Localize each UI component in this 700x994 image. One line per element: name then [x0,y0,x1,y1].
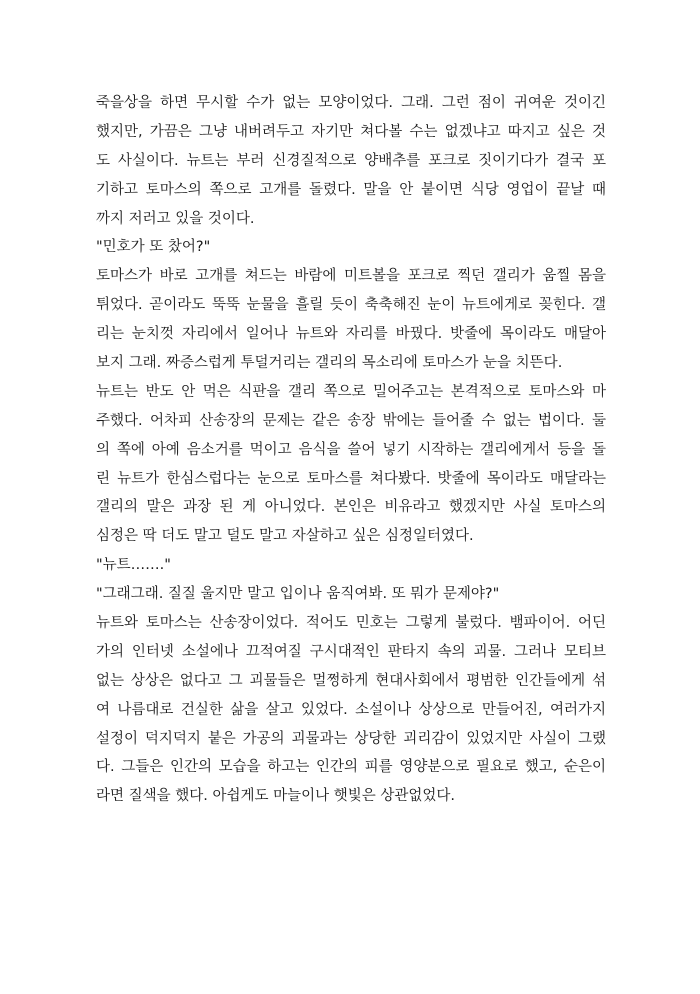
text-line: 없는 상상은 없다고 그 괴물들은 멀쩡하게 현대사회에서 평범한 인간들에게 섞 [96,672,606,689]
text-line: 여 나름대로 건실한 삶을 살고 있었다. 소설이나 상상으로 만들어진, 여러가지 [96,701,606,718]
text-line: 튀었다. 곧이라도 뚝뚝 눈물을 흘릴 듯이 축축해진 눈이 뉴트에게로 꽂힌다. 갤 [96,297,606,314]
text-line: 설정이 덕지덕지 붙은 가공의 괴물과는 상당한 괴리감이 있었지만 사실이 그랬 [96,730,606,747]
text-line: "그래그래. 질질 울지만 말고 입이나 움직여봐. 또 뭐가 문제야?" [96,586,500,603]
text-line: 까지 저러고 있을 것이다. [96,210,255,227]
text-line: 뉴트와 토마스는 산송장이었다. 적어도 민호는 그렇게 불렀다. 뱀파이어. 어딘 [96,615,606,632]
text-line: 심정은 딱 더도 말고 덜도 말고 자살하고 싶은 심정일터였다. [96,528,474,545]
text-line: 라면 질색을 했다. 아쉽게도 마늘이나 햇빛은 상관없었다. [96,788,456,805]
text-line: 다. 그들은 인간의 모습을 하고는 인간의 피를 영양분으로 필요로 했고, 순은이 [96,759,606,776]
text-line: 뉴트는 반도 안 먹은 식판을 갤리 쪽으로 밀어주고는 본격적으로 토마스와 마 [96,383,606,400]
text-line: 도 사실이다. 뉴트는 부러 신경질적으로 양배추를 포크로 짓이기다가 결국 포 [96,152,606,169]
text-line: 갤리의 말은 과장 된 게 아니었다. 본인은 비유라고 했겠지만 사실 토마스의 [96,499,606,516]
text-line: "민호가 또 찼어?" [96,239,211,256]
text-line: 기하고 토마스의 쪽으로 고개를 돌렸다. 말을 안 붙이면 식당 영업이 끝날 때 [96,181,606,198]
text-line: 했지만, 가끔은 그냥 내버려두고 자기만 쳐다볼 수는 없겠냐고 따지고 싶은 것 [96,123,606,140]
text-line: 의 쪽에 아예 음소거를 먹이고 음식을 쓸어 넣기 시작하는 갤리에게서 등을 돌 [96,441,606,458]
text-line: 린 뉴트가 한심스럽다는 눈으로 토마스를 쳐다봤다. 밧줄에 목이라도 매달라는 [96,470,606,487]
body-text [96,89,606,811]
text-line: "뉴트……." [96,557,171,574]
text-line: 주했다. 어차피 산송장의 문제는 같은 송장 밖에는 들어줄 수 없는 법이다. 둘 [96,412,606,429]
text-line: 가의 인터넷 소설에나 끄적여질 구시대적인 판타지 속의 괴물. 그러나 모티브 [96,643,606,660]
text-line: 토마스가 바로 고개를 쳐드는 바람에 미트볼을 포크로 찍던 갤리가 움찔 몸을 [96,268,606,285]
text-line: 보지 그래. 짜증스럽게 투덜거리는 갤리의 목소리에 토마스가 눈을 치뜬다. [96,355,563,372]
text-line: 죽을상을 하면 무시할 수가 없는 모양이었다. 그래. 그런 점이 귀여운 것이긴 [96,95,606,111]
text-line: 리는 눈치껏 자리에서 일어나 뉴트와 자리를 바꿨다. 밧줄에 목이라도 매달아 [96,326,606,343]
